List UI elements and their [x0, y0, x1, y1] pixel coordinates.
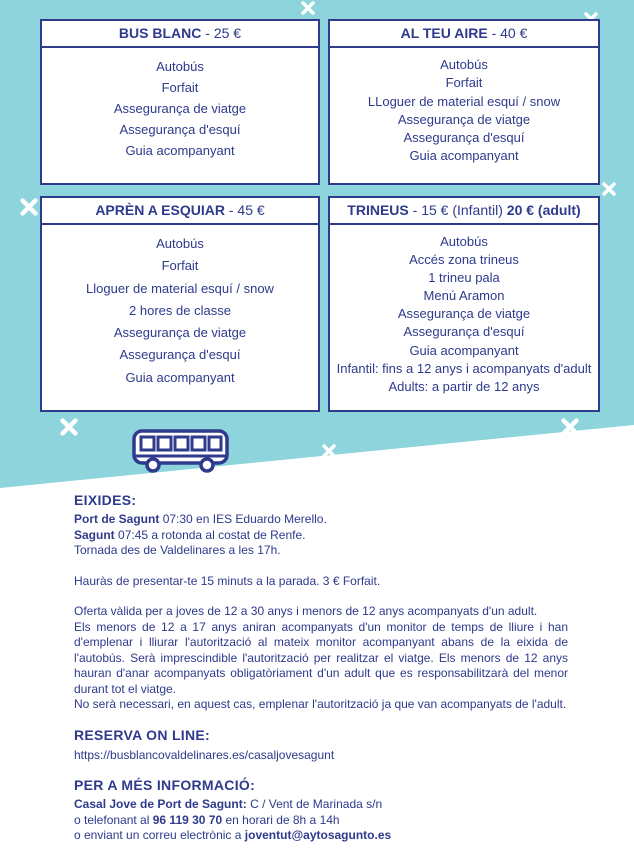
card-title: APRÈN A ESQUIAR — [95, 202, 225, 218]
email-prefix: o enviant un correu electrònic a — [74, 828, 242, 842]
reservation-link[interactable]: https://busblancovaldelinares.es/casaljovesagunt — [74, 747, 335, 762]
phone-line — [74, 813, 568, 829]
info-section — [74, 492, 568, 844]
card-price: - 25 € — [205, 25, 242, 41]
card-items — [330, 225, 598, 396]
card-item: LLoguer de material esquí / snow — [367, 93, 561, 109]
eixides-title: EIXIDES: — [74, 492, 137, 508]
card-item: Assegurança d'esquí — [403, 324, 525, 340]
phone-suffix: en horari de 8h a 14h — [225, 812, 340, 827]
card-item: Autobús — [440, 234, 488, 249]
snowflake-icon — [561, 418, 579, 436]
card-header — [42, 198, 318, 225]
email-line — [74, 828, 568, 844]
info-title: PER A MÉS INFORMACIÓ: — [74, 777, 256, 793]
card-item: Accés zona trineus — [409, 252, 519, 268]
card-item: 2 hores de classe — [129, 302, 231, 318]
card-header — [330, 21, 598, 48]
card-item: Assegurança de viatge — [397, 306, 531, 322]
card-item: Assegurança de viatge — [113, 325, 247, 341]
casal-label: Casal Jove de Port de Sagunt: — [74, 797, 247, 811]
snowflake-icon — [322, 444, 336, 458]
card-item: 1 trineu pala — [428, 270, 500, 286]
card-item: Guia acompanyant — [125, 143, 235, 158]
card-header — [330, 198, 598, 225]
offer-paragraph: Oferta vàlida per a joves de 12 a 30 anys i menors de 12 anys acompanyats d'un adult. — [74, 604, 538, 618]
snowflake-icon — [60, 418, 78, 436]
card-price-adult: 20 € (adult) — [506, 202, 581, 218]
card-item: Forfait — [161, 258, 199, 274]
casal-address-line — [74, 797, 568, 813]
email-link[interactable]: joventut@aytosagunto.es — [244, 828, 392, 842]
casal-address: C / Vent de Marinada s/n — [250, 797, 383, 811]
departure-sagunt-label: Sagunt — [74, 527, 115, 542]
phone-prefix: o telefonant al — [74, 812, 150, 827]
return-line: Tornada des de Valdelinares a les 17h. — [74, 543, 281, 557]
card-trineus — [328, 196, 600, 412]
card-title: TRINEUS — [347, 202, 409, 218]
snowflake-icon — [301, 1, 315, 15]
reserva-title: RESERVA ON LINE: — [74, 726, 211, 743]
departure-port-line — [74, 512, 568, 528]
card-price: - 40 € — [491, 25, 528, 41]
card-item: Menú Aramon — [423, 288, 505, 304]
card-title: BUS BLANC — [118, 25, 202, 41]
phone-number[interactable]: 96 119 30 70 — [152, 812, 223, 827]
card-item: Autobús — [156, 236, 204, 251]
card-item: Infantil: fins a 12 anys i acompanyats d'adult — [336, 360, 592, 376]
card-item: Guia acompanyant — [125, 369, 235, 385]
card-header — [42, 21, 318, 48]
departure-sagunt-line — [74, 528, 568, 544]
card-item: Assegurança d'esquí — [119, 347, 241, 363]
card-item: Forfait — [161, 80, 199, 95]
card-item: Assegurança d'esquí — [403, 130, 525, 146]
card-bus-blanc — [40, 19, 320, 185]
card-item: Assegurança de viatge — [113, 101, 247, 116]
card-price: - 45 € — [228, 202, 265, 218]
card-item: Autobús — [440, 57, 488, 72]
snowflake-icon — [20, 198, 38, 216]
card-item: Assegurança de viatge — [397, 111, 531, 127]
card-item: Autobús — [156, 59, 204, 74]
card-items — [42, 225, 318, 389]
card-title: AL TEU AIRE — [400, 25, 488, 41]
snowflake-icon — [602, 182, 616, 196]
bus-icon — [131, 427, 231, 477]
card-item: Forfait — [445, 75, 483, 91]
departure-port-text: 07:30 en IES Eduardo Merello. — [162, 512, 327, 526]
card-apren-a-esquiar — [40, 196, 320, 412]
presentation-note: Hauràs de presentar-te 15 minuts a la parada. 3 € Forfait. — [74, 573, 381, 588]
card-item: Guia acompanyant — [409, 148, 519, 164]
card-item: Guia acompanyant — [409, 342, 519, 358]
departure-port-label: Port de Sagunt — [74, 512, 160, 526]
card-price-infantil: - 15 € (Infantil) — [412, 202, 503, 218]
card-items — [42, 48, 318, 161]
departure-sagunt-text: 07:45 a rotonda al costat de Renfe. — [118, 527, 306, 542]
card-item: Lloguer de material esquí / snow — [86, 280, 274, 296]
card-item: Assegurança d'esquí — [119, 122, 241, 137]
card-items — [330, 48, 598, 166]
adult-note: No serà necessari, en aquest cas, emplenar l'autorització ja que van acompanyats de l'adult. — [74, 697, 567, 711]
minors-paragraph: Els menors de 12 a 17 anys aniran acompanyats d'un monitor de temps de lliure i han d'emplenar i lliurar l'autorització al mateix monitor acompanyant abans de la eixida de l'autobús. Serà imprescindible l'autorització per realitzar el viatge. Els menors de 12 anys hauran d'anar acompanyats obligatòriament d'un adult que es responsabilitzarà del menor durant tot el viatge. — [74, 619, 568, 696]
card-al-teu-aire — [328, 19, 600, 185]
card-item: Adults: a partir de 12 anys — [388, 378, 540, 394]
